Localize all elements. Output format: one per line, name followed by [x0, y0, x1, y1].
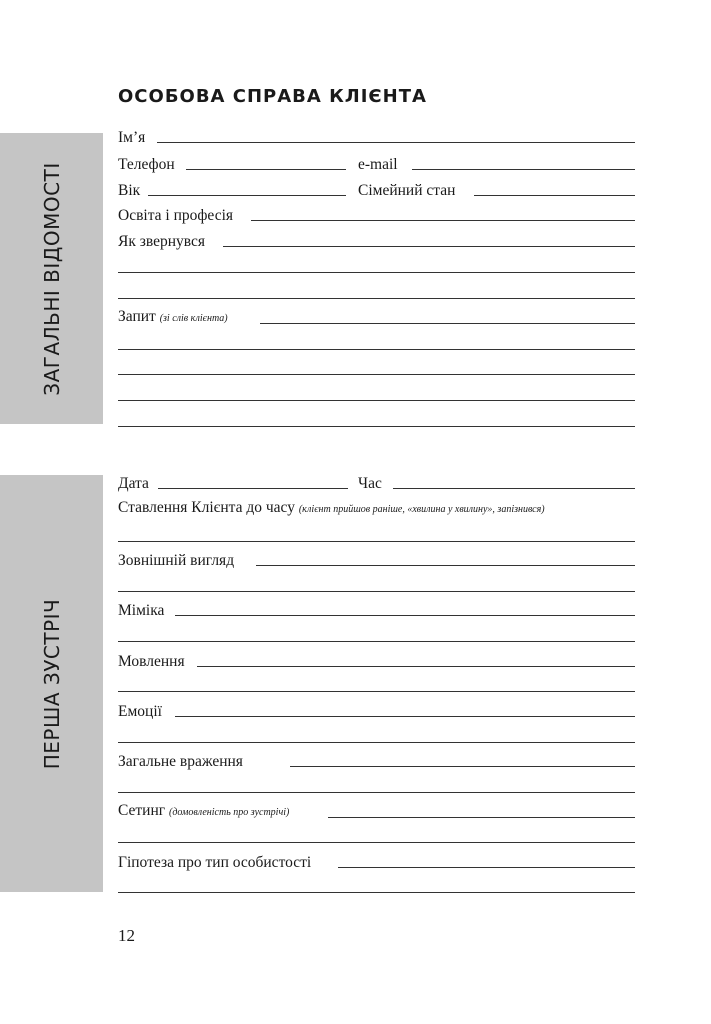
setting-note: (домовленість про зустрічі) — [169, 807, 290, 818]
request-extra-line[interactable] — [118, 426, 635, 427]
emotions-row — [0, 702, 711, 722]
section-label-general: ЗАГАЛЬНІ ВІДОМОСТІ — [39, 161, 64, 396]
emotions-extra-line[interactable] — [118, 742, 635, 743]
hypothesis-label: Гіпотеза про тип особистості — [118, 854, 312, 871]
facial-extra-row — [0, 627, 711, 647]
phone-label: Телефон — [118, 156, 175, 173]
page-number: 12 — [118, 926, 135, 945]
education-field[interactable] — [251, 220, 635, 221]
phone-field[interactable] — [186, 169, 346, 170]
date-label: Дата — [118, 475, 149, 492]
request-extra-row — [0, 335, 711, 355]
impression-extra-row — [0, 778, 711, 798]
speech-row — [0, 652, 711, 672]
age-label: Вік — [118, 182, 141, 199]
name-label: Ім’я — [118, 129, 146, 146]
phone-row — [0, 155, 711, 175]
request-extra-row — [0, 360, 711, 380]
referral-extra-line[interactable] — [118, 298, 635, 299]
referral-field[interactable] — [223, 246, 635, 247]
hypothesis-extra-row — [0, 878, 711, 898]
request-extra-row — [0, 412, 711, 432]
hypothesis-field[interactable] — [338, 867, 635, 868]
age-field[interactable] — [148, 195, 346, 196]
speech-label: Мовлення — [118, 653, 185, 670]
impression-row — [0, 752, 711, 772]
emotions-extra-row — [0, 728, 711, 748]
request-extra-line[interactable] — [118, 374, 635, 375]
request-extra-line[interactable] — [118, 400, 635, 401]
referral-label: Як звернувся — [118, 233, 206, 250]
appearance-field[interactable] — [256, 565, 635, 566]
attitude-note: (клієнт прийшов раніше, «хвилина у хвилину», запізнився) — [298, 504, 545, 515]
request-field[interactable] — [260, 323, 635, 324]
education-label: Освіта і професія — [118, 207, 234, 224]
email-field[interactable] — [412, 169, 635, 170]
speech-extra-line[interactable] — [118, 691, 635, 692]
section-tab-general — [0, 133, 103, 424]
marital-status-label: Сімейний стан — [358, 182, 456, 199]
appearance-extra-row — [0, 577, 711, 597]
time-field[interactable] — [393, 488, 635, 489]
referral-extra-line[interactable] — [118, 272, 635, 273]
referral-row — [0, 232, 711, 252]
request-extra-line[interactable] — [118, 349, 635, 350]
attitude-label: Ставлення Клієнта до часу (клієнт прийшов раніше, «хвилина у хвилину», запізнився) — [118, 499, 545, 516]
marital-status-field[interactable] — [474, 195, 635, 196]
facial-extra-line[interactable] — [118, 641, 635, 642]
hypothesis-row — [0, 853, 711, 873]
email-label: e-mail — [358, 156, 398, 173]
emotions-field[interactable] — [175, 716, 635, 717]
setting-field[interactable] — [328, 817, 635, 818]
attitude-extra-row — [0, 527, 711, 547]
request-extra-row — [0, 386, 711, 406]
setting-label: Сетинг (домовленість про зустрічі) — [118, 802, 290, 819]
section-label-first-meeting: ПЕРША ЗУСТРІЧ — [39, 598, 64, 769]
appearance-extra-line[interactable] — [118, 591, 635, 592]
speech-field[interactable] — [197, 666, 635, 667]
setting-row — [0, 803, 711, 823]
education-row — [0, 206, 711, 226]
attitude-field[interactable] — [118, 541, 635, 542]
emotions-label: Емоції — [118, 703, 162, 720]
referral-extra-row — [0, 258, 711, 278]
date-field[interactable] — [158, 488, 348, 489]
page-title: ОСОБОВА СПРАВА КЛІЄНТА — [118, 86, 427, 107]
time-label: Час — [358, 475, 382, 492]
request-row — [0, 309, 711, 329]
attitude-row — [0, 500, 711, 520]
impression-label: Загальне враження — [118, 753, 243, 770]
age-row — [0, 181, 711, 201]
request-label: Запит (зі слів клієнта) — [118, 308, 228, 325]
impression-field[interactable] — [290, 766, 635, 767]
impression-extra-line[interactable] — [118, 792, 635, 793]
request-note: (зі слів клієнта) — [159, 313, 228, 324]
facial-label: Міміка — [118, 602, 165, 619]
facial-field[interactable] — [175, 615, 635, 616]
name-row — [0, 128, 711, 148]
hypothesis-extra-line[interactable] — [118, 892, 635, 893]
appearance-row — [0, 551, 711, 571]
date-row — [0, 474, 711, 494]
appearance-label: Зовнішній вигляд — [118, 552, 235, 569]
facial-row — [0, 601, 711, 621]
referral-extra-row — [0, 284, 711, 304]
setting-extra-line[interactable] — [118, 842, 635, 843]
speech-extra-row — [0, 677, 711, 697]
setting-extra-row — [0, 828, 711, 848]
name-field[interactable] — [157, 142, 635, 143]
